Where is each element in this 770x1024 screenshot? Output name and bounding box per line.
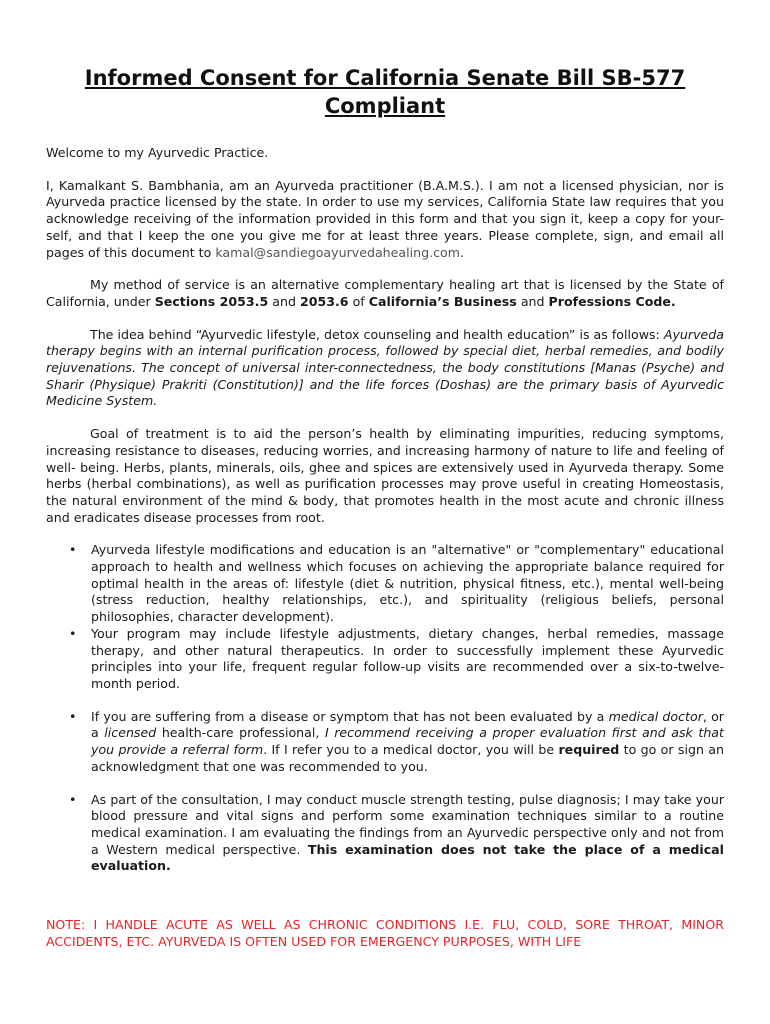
bullet-icon: • (69, 708, 77, 724)
email-link[interactable]: kamal@sandiegoayurvedahealing.com (215, 244, 460, 260)
bullet-4-bold: This examination does not take the place of a medical evaluation. (91, 841, 724, 874)
service-of: of (352, 293, 365, 309)
service-paragraph (46, 277, 724, 310)
list-item (69, 708, 724, 776)
bullet-icon: • (69, 625, 77, 641)
bullet-3-italic-3: I recommend receiving a proper evaluation first and ask that you provide a referral form (91, 725, 724, 758)
section-2053-6: 2053.6 (299, 293, 349, 309)
bullet-3-text: If you are suffering from a disease or symptom that has not been evaluated by a (91, 708, 605, 724)
list-item (69, 791, 724, 876)
bullet-icon: • (69, 791, 77, 807)
bullet-3-text-4: . If I refer you to a medical doctor, you will be (263, 742, 555, 758)
bullet-icon: • (69, 542, 77, 558)
bullet-1-text: Ayurveda lifestyle modifications and education is an "alternative" or "complementary" educational approach to health and wellness which focuses on achieving the appropriate balance required for optimal health in the areas of: lifestyle (diet & nutrition, physical fitness, etc.), mental well-being (stress reduction, healthy relationships, etc.), and spirituality (religious beliefs, personal philosophies, character development). (91, 542, 724, 625)
idea-lead: The idea behind “Ayurvedic lifestyle, detox counseling and health education” is as follows: (90, 326, 660, 342)
list-item (69, 542, 724, 626)
goal-paragraph: Goal of treatment is to aid the person’s health by eliminating impurities, reducing symptoms, increasing resistance to diseases, reducing worries, and increasing harmony of nature to life and feeling of well- being. Herbs, plants, minerals, oils, ghee and spices are extensively used in Ayurveda therapy. Some herbs (herbal combinations), as well as purification processes may prove useful in creating Homeostasis, the natural environment of the mind & body, that promotes health in the most acute and chronic illness and eradicates disease processes from root. (46, 426, 724, 525)
bullet-3-text-2: , or a (91, 708, 724, 741)
bullet-3-italic-1: medical doctor (608, 708, 703, 724)
document-title: Informed Consent for California Senate Bill SB-577 Compliant (84, 66, 686, 118)
bullet-3-italic-2: licensed (104, 725, 157, 741)
idea-italic: Ayurveda therapy begins with an internal purification process, followed by special diet, herbal remedies, and bodily rejuvenations. The concept of universal inter-connectedness, the body constitutions [Manas (Psyche) and Sharir (Physique) Prakriti (Constitution)] and the life forces (Doshas) are the primary basis of Ayurvedic Medicine System. (46, 326, 724, 409)
bullet-2-text: Your program may include lifestyle adjustments, dietary changes, herbal remedies, massage therapy, and other natural therapeutics. In order to successfully implement these Ayurvedic principles into your life, frequent regular follow-up visits are recommended over a six-to-twelve-month period. (91, 625, 724, 691)
service-and-2: and (520, 293, 545, 309)
bullet-list (46, 542, 724, 875)
bullet-3-bold: required (558, 742, 620, 758)
welcome-text: Welcome to my Ayurvedic Practice. (46, 145, 269, 160)
section-2053-5: Sections 2053.5 (154, 293, 269, 309)
intro-end: . (460, 244, 465, 260)
idea-paragraph (46, 327, 724, 411)
bullet-3-text-3: health-care professional, (161, 725, 320, 741)
service-and: and (272, 293, 296, 309)
business-code: California’s Business (368, 293, 517, 309)
bullet-3-text-5: to go or sign an acknowledgment that one was recommended to you. (91, 742, 724, 774)
list-item (69, 625, 724, 693)
intro-paragraph (46, 178, 724, 262)
bullet-4-text: As part of the consultation, I may conduct muscle strength testing, pulse diagnosis; I may take your blood pressure and vital signs and perform some examination techniques similar to a routine medical examination. I am evaluating the findings from an Ayurvedic perspective only and not from a Western medical perspective. (91, 791, 724, 857)
intro-text: I, Kamalkant S. Bambhania, am an Ayurveda practitioner (B.A.M.S.). I am not a licensed physician, nor is Ayurveda practice licensed by the state. In order to use my services, California State law requires that you acknowledge receiving of the information provided in this form and that you sign it, keep a copy for your-self, and that I keep the one you give me for at least three years. Please complete, sign, and email all pages of this document to (46, 177, 724, 260)
note-paragraph: NOTE: I HANDLE ACUTE AS WELL AS CHRONIC CONDITIONS I.E. FLU, COLD, SORE THROAT, MINOR ACCIDENTS, ETC. AYURVEDA IS OFTEN USED FOR EMERGENCY PURPOSES, WITH LIFE (46, 917, 724, 949)
professions-code: Professions Code. (548, 293, 676, 309)
service-text: My method of service is an alternative complementary healing art that is licensed by the State of California, under (46, 277, 724, 309)
